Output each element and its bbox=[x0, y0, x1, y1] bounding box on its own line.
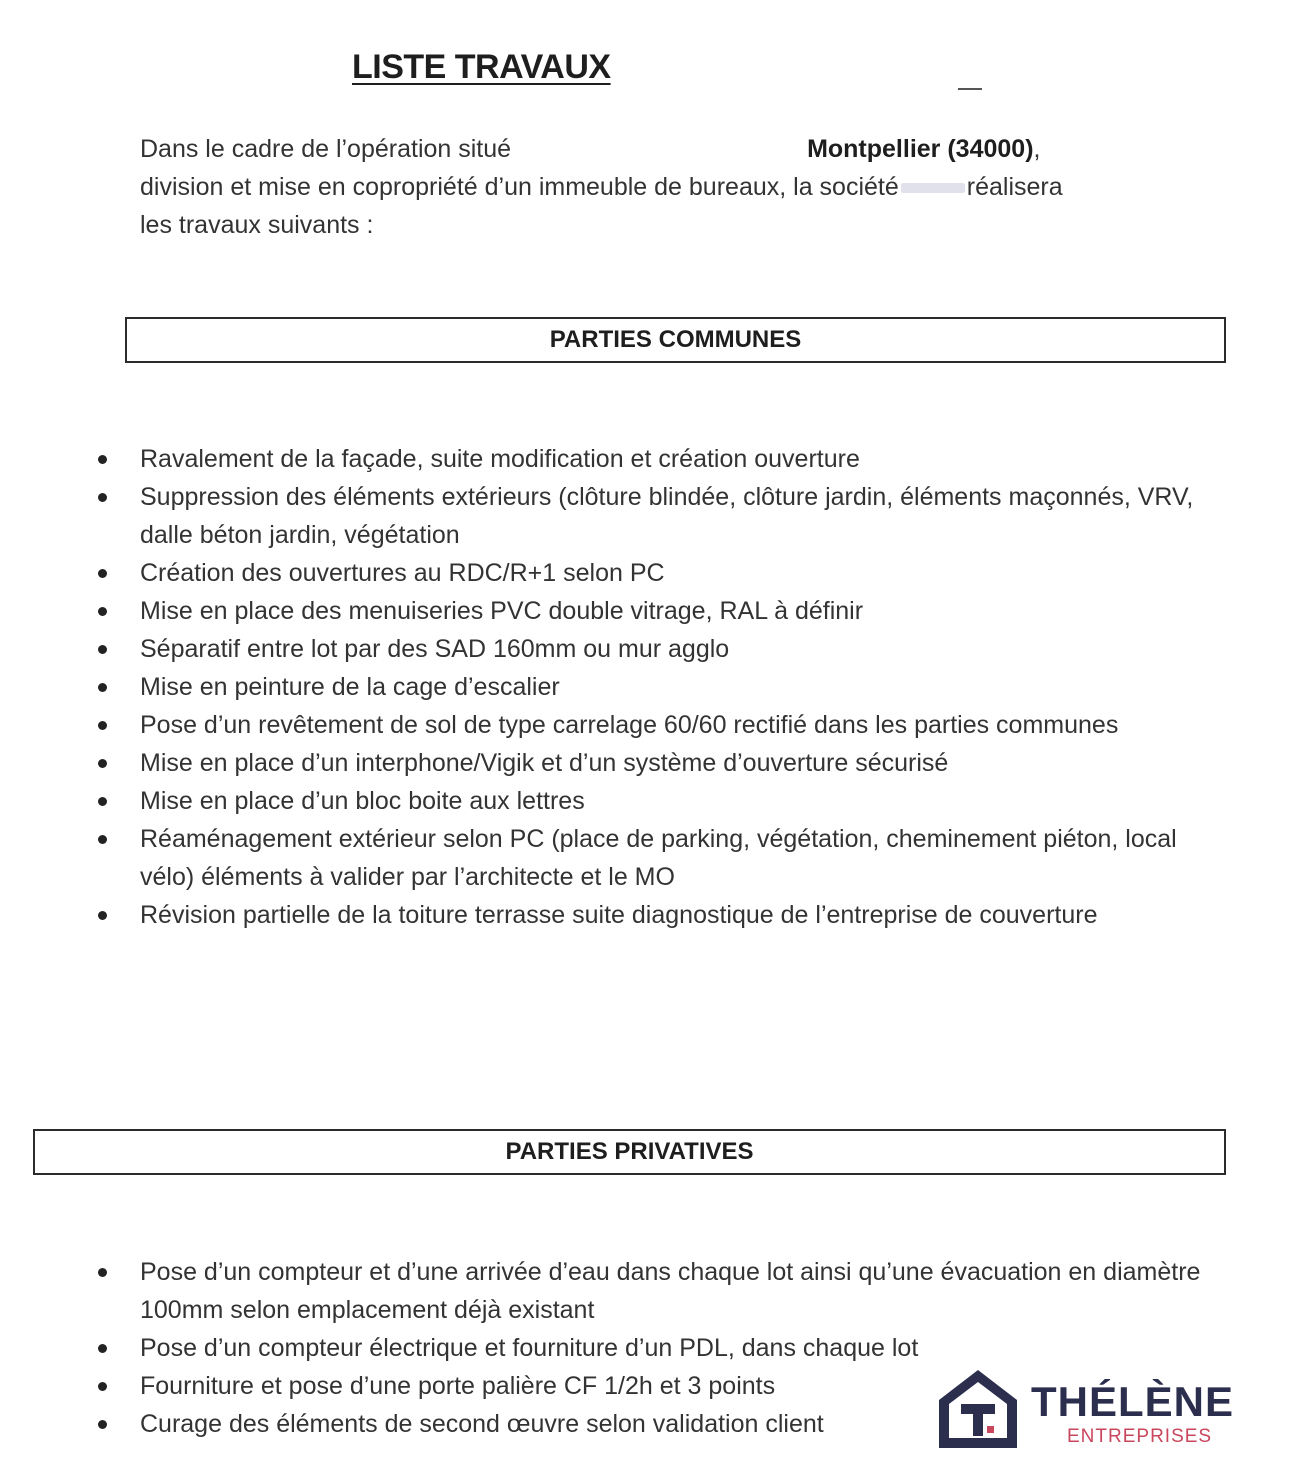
document-title: LISTE TRAVAUX bbox=[352, 48, 611, 86]
list-item: Pose d’un compteur électrique et fourniture d’un PDL, dans chaque lot bbox=[92, 1329, 1202, 1367]
redacted-company bbox=[901, 183, 965, 193]
intro-line-2-end: réalisera bbox=[966, 173, 1063, 201]
intro-line-2-start: division et mise en copropriété d’un immeuble de bureaux, la société bbox=[140, 173, 899, 201]
house-t-logo-icon bbox=[935, 1366, 1021, 1452]
list-item: Pose d’un revêtement de sol de type carrelage 60/60 rectifié dans les parties communes bbox=[92, 706, 1202, 744]
list-item: Création des ouvertures au RDC/R+1 selon PC bbox=[92, 554, 1202, 592]
list-item: Mise en place des menuiseries PVC double vitrage, RAL à définir bbox=[92, 592, 1202, 630]
section-heading-parties-privatives: PARTIES PRIVATIVES bbox=[33, 1129, 1226, 1175]
intro-paragraph bbox=[140, 130, 1220, 244]
list-item: Réaménagement extérieur selon PC (place de parking, végétation, cheminement piéton, local vélo) éléments à valider par l’architecte et le MO bbox=[92, 820, 1202, 896]
list-parties-communes bbox=[92, 440, 1202, 934]
list-item: Mise en place d’un bloc boite aux lettres bbox=[92, 782, 1202, 820]
intro-line-1-end: , bbox=[1033, 135, 1041, 163]
list-item: Pose d’un compteur et d’une arrivée d’eau dans chaque lot ainsi qu’une évacuation en diamètre 100mm selon emplacement déjà existant bbox=[92, 1253, 1202, 1329]
intro-line-1 bbox=[140, 130, 1220, 168]
list-item: Révision partielle de la toiture terrasse suite diagnostique de l’entreprise de couverture bbox=[92, 896, 1202, 934]
thelene-logo bbox=[935, 1366, 1255, 1452]
title-dash bbox=[958, 88, 982, 90]
list-item: Suppression des éléments extérieurs (clôture blindée, clôture jardin, éléments maçonnés, VRV, dalle béton jardin, végétation bbox=[92, 478, 1202, 554]
intro-city: Montpellier (34000) bbox=[807, 135, 1034, 163]
list-item: Mise en peinture de la cage d’escalier bbox=[92, 668, 1202, 706]
section-heading-parties-communes: PARTIES COMMUNES bbox=[125, 317, 1226, 363]
list-item: Ravalement de la façade, suite modification et création ouverture bbox=[92, 440, 1202, 478]
logo-name: THÉLÈNE bbox=[1031, 1378, 1235, 1425]
list-item: Séparatif entre lot par des SAD 160mm ou mur agglo bbox=[92, 630, 1202, 668]
list-item: Mise en place d’un interphone/Vigik et d’un système d’ouverture sécurisé bbox=[92, 744, 1202, 782]
list-item: Fourniture et pose d’une porte palière CF 1/2h et 3 points bbox=[92, 1367, 1202, 1405]
intro-line-2 bbox=[140, 168, 1220, 206]
intro-line-1-start: Dans le cadre de l’opération situé bbox=[140, 135, 512, 163]
logo-subtitle: ENTREPRISES bbox=[1067, 1426, 1213, 1447]
list-item: Curage des éléments de second œuvre selon validation client bbox=[92, 1405, 1202, 1443]
intro-line-3: les travaux suivants : bbox=[140, 211, 374, 239]
